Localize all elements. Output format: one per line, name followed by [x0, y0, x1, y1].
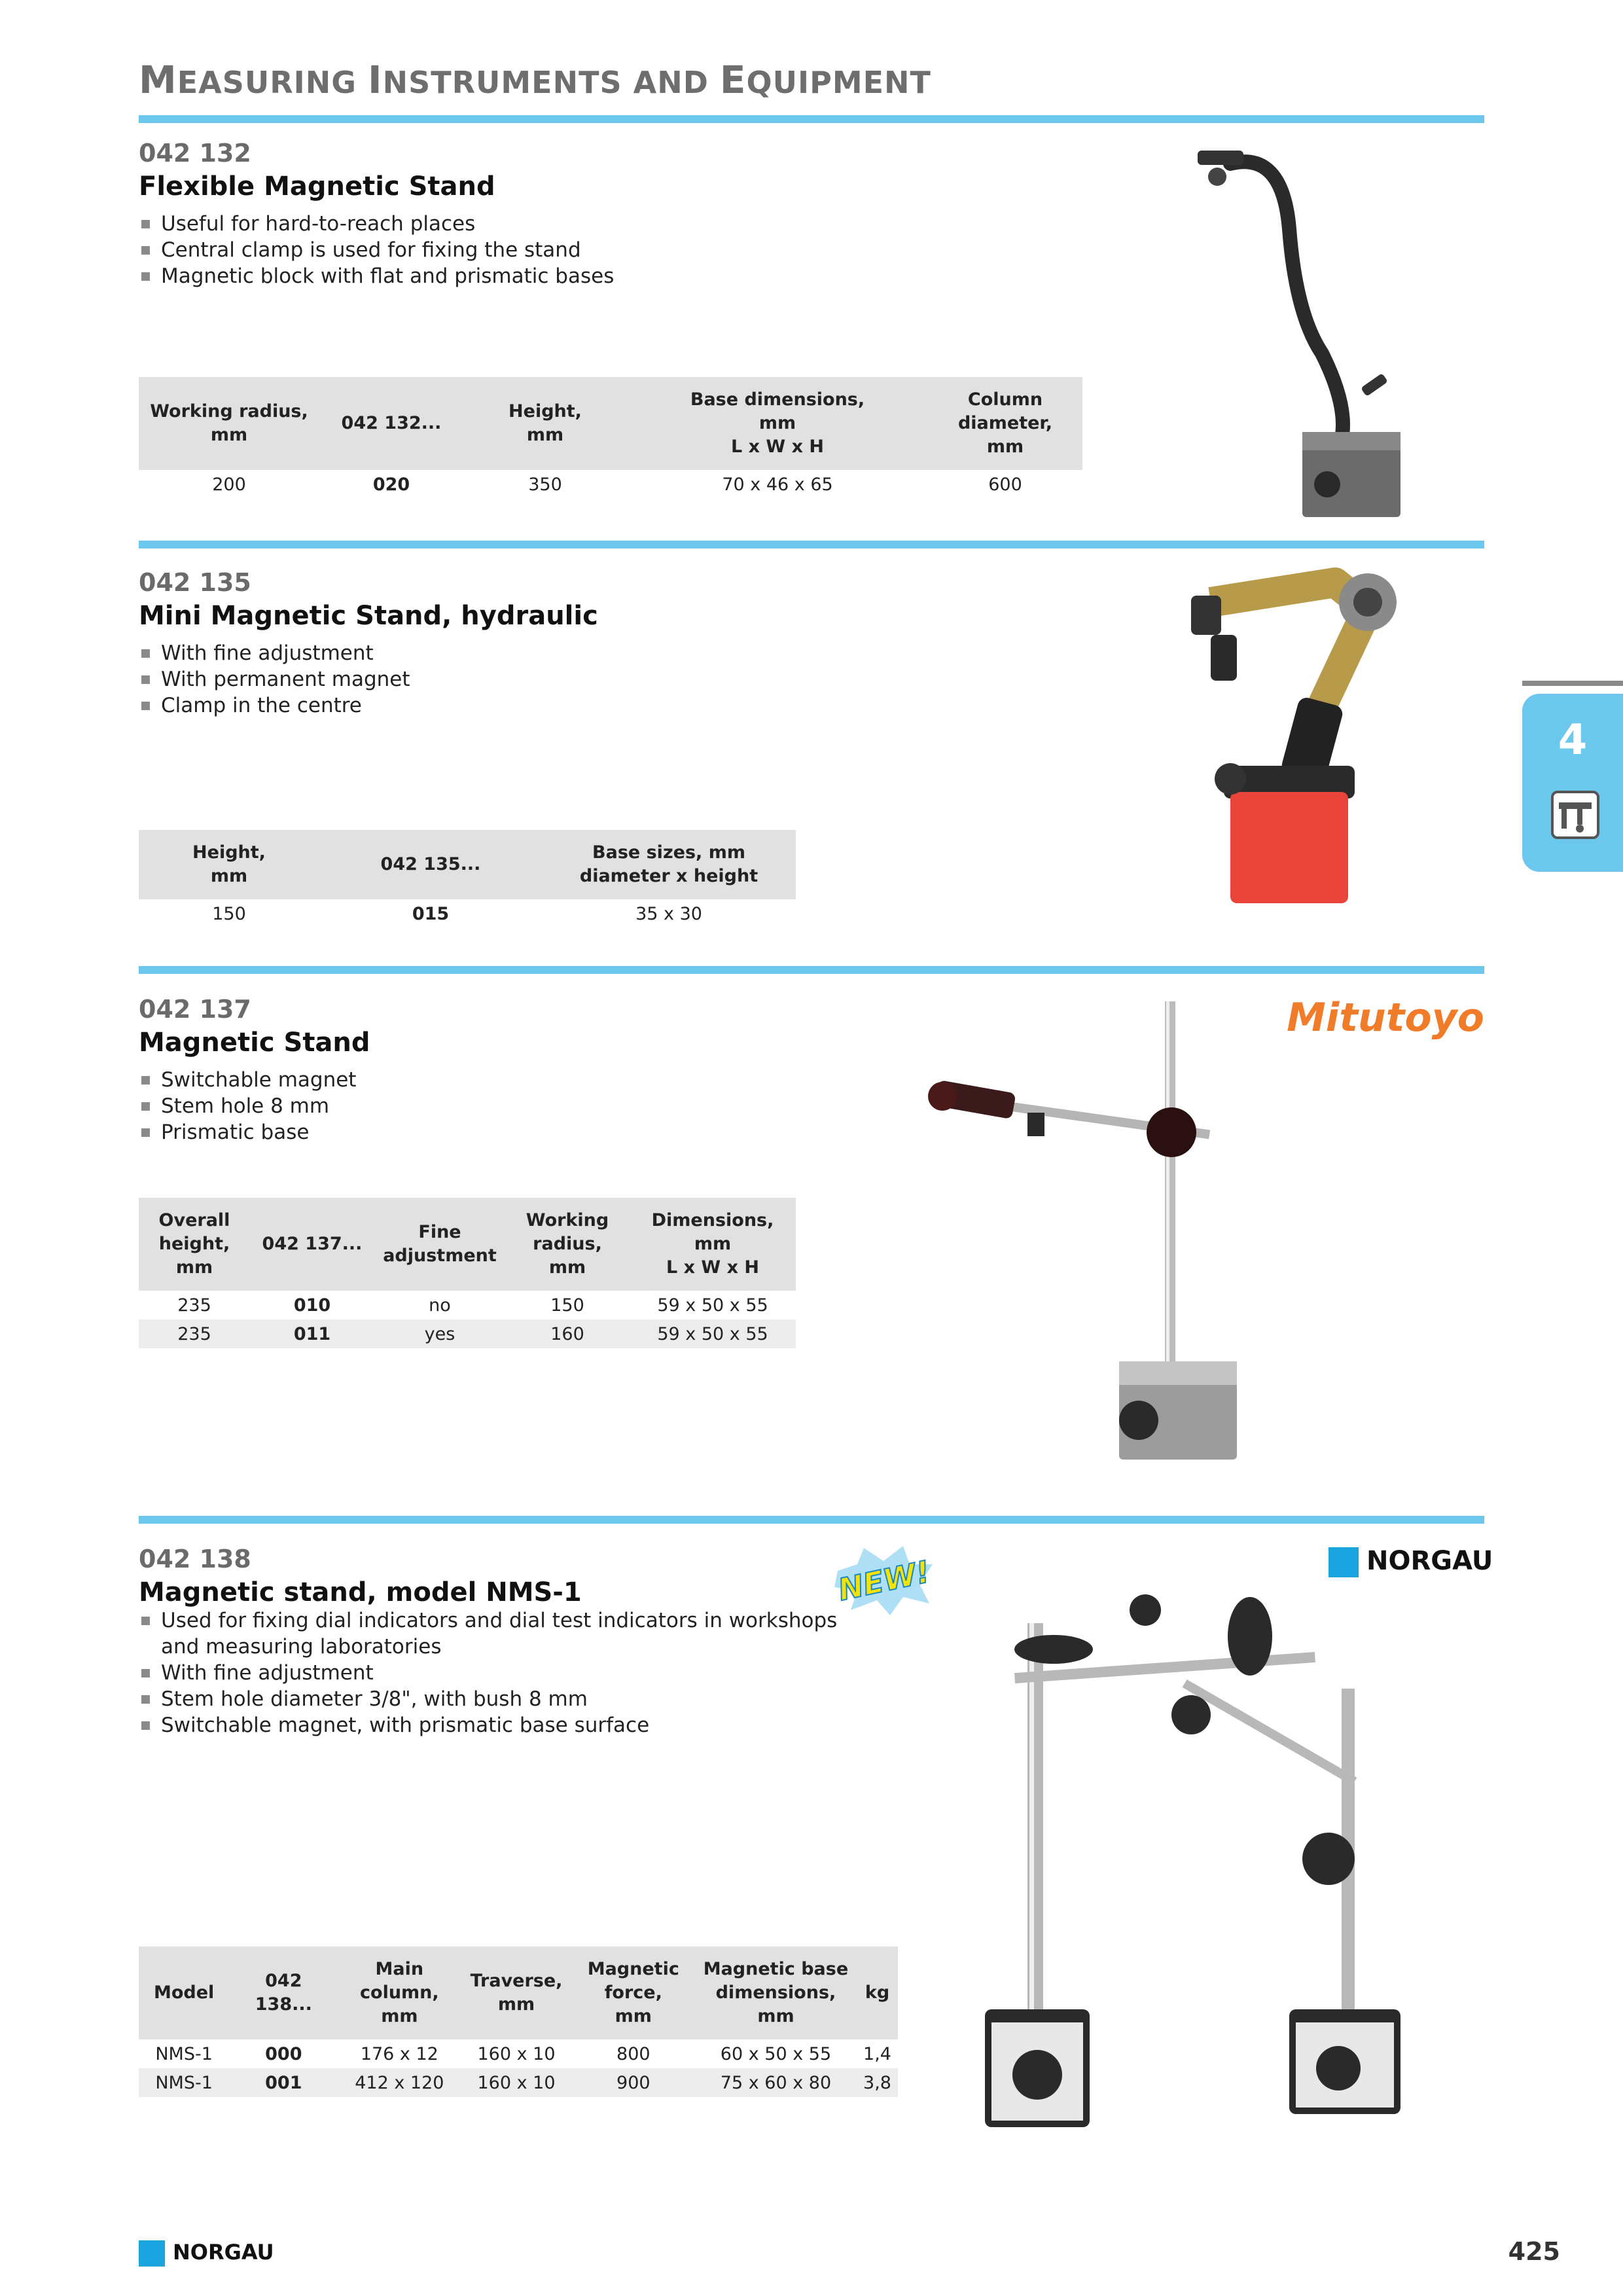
chapter-tab-line [1522, 681, 1623, 686]
feature-item: Used for fixing dial indicators and dial test indicators in workshops [139, 1607, 837, 1634]
table-cell: NMS-1 [139, 2068, 229, 2097]
table-header-cell: Model [139, 1946, 229, 2039]
table-row [139, 2068, 898, 2097]
section-divider [139, 966, 1484, 974]
table-header-row [139, 1198, 796, 1291]
table-cell: 235 [139, 1319, 250, 1348]
table-cell: 35 x 30 [635, 903, 702, 924]
table-header-cell: 042 135... [319, 830, 542, 899]
new-badge: NEW! [831, 1545, 936, 1617]
table-header-cell: 042 137... [250, 1198, 374, 1291]
table-row [139, 899, 796, 928]
product-title: Mini Magnetic Stand, hydraulic [139, 601, 598, 631]
table-header-row [139, 1946, 898, 2039]
table-cell: 235 [177, 1295, 211, 1316]
table-header-cell: Magnetic base dimensions, mm [695, 1946, 857, 2039]
feature-item: Magnetic block with flat and prismatic bases [139, 263, 614, 289]
table-cell: 3,8 [857, 2068, 898, 2097]
table-cell: 60 x 50 x 55 [720, 2043, 832, 2064]
feature-item: Stem hole 8 mm [139, 1093, 356, 1119]
table-header-cell: Base sizes, mm diameter x height [542, 830, 796, 899]
table-row [139, 1319, 796, 1348]
table-header-cell: Magnetic force, mm [572, 1946, 695, 2039]
table-header-cell: Main column, mm [338, 1946, 461, 2039]
table-cell: 412 x 120 [338, 2068, 461, 2097]
header-divider [139, 115, 1484, 123]
article-number: 042 137 [139, 995, 251, 1024]
table-row [139, 1291, 796, 1319]
table-cell: 59 x 50 x 55 [657, 1295, 768, 1316]
table-cell: 160 x 10 [461, 2068, 571, 2097]
table-header-cell: 042 132... [319, 377, 463, 470]
spec-table [139, 830, 796, 928]
feature-list [139, 1067, 356, 1145]
table-cell: 600 [988, 474, 1022, 495]
table-cell: 160 x 10 [477, 2043, 556, 2064]
caliper-icon [1551, 791, 1599, 839]
section-divider [139, 1516, 1484, 1524]
chapter-tab[interactable] [1522, 694, 1623, 872]
table-cell: 75 x 60 x 80 [695, 2068, 857, 2097]
table-cell: 800 [616, 2043, 651, 2064]
magnetic-stand-image [923, 995, 1289, 1466]
article-cell: 011 [250, 1319, 374, 1348]
feature-list [139, 211, 614, 289]
chapter-number: 4 [1558, 716, 1588, 764]
feature-item: Prismatic base [139, 1119, 356, 1145]
product-title: Flexible Magnetic Stand [139, 171, 495, 202]
spec-table [139, 377, 1082, 499]
table-cell: 350 [528, 474, 562, 495]
table-cell: 150 [212, 903, 246, 924]
table-header-cell: Dimensions, mm L x W x H [630, 1198, 796, 1291]
spec-table [139, 1198, 796, 1348]
table-cell: 1,4 [863, 2043, 891, 2064]
table-cell: no [429, 1295, 451, 1316]
table-header-cell: Column diameter, mm [928, 377, 1082, 470]
table-header-cell: Base dimensions, mm L x W x H [627, 377, 928, 470]
table-cell: 70 x 46 x 65 [722, 474, 833, 495]
table-cell: 176 x 12 [360, 2043, 438, 2064]
article-number: 042 138 [139, 1545, 251, 1573]
feature-item: Central clamp is used for fixing the stand [139, 237, 614, 263]
article-number: 042 135 [139, 568, 251, 597]
norgau-logo: NORGAU [1329, 1546, 1493, 1577]
table-header-cell: 042 138... [229, 1946, 338, 2039]
feature-item: Stem hole diameter 3/8", with bush 8 mm [139, 1686, 837, 1712]
product-title: Magnetic Stand [139, 1028, 370, 1058]
table-cell: NMS-1 [155, 2043, 213, 2064]
article-cell: 015 [412, 903, 450, 924]
table-cell: 150 [550, 1295, 584, 1316]
section-divider [139, 541, 1484, 548]
flexible-magnetic-stand-image [1178, 131, 1453, 524]
feature-item: With permanent magnet [139, 666, 410, 692]
product-title: Magnetic stand, model NMS-1 [139, 1577, 582, 1607]
article-number: 042 132 [139, 139, 251, 168]
feature-list [139, 640, 410, 719]
article-cell: 010 [293, 1295, 331, 1316]
footer-brand: NORGAU [139, 2240, 274, 2267]
feature-list [139, 1607, 837, 1738]
feature-item: Clamp in the centre [139, 692, 410, 719]
table-cell: 160 [505, 1319, 630, 1348]
page-number: 425 [1508, 2237, 1560, 2266]
feature-item-continued: and measuring laboratories [161, 1635, 442, 1659]
table-row [139, 470, 1082, 499]
table-header-cell: Height, mm [463, 377, 627, 470]
table-header-row [139, 830, 796, 899]
table-header-cell: Working radius, mm [505, 1198, 630, 1291]
table-header-cell: Height, mm [139, 830, 319, 899]
table-cell: 200 [212, 474, 246, 495]
feature-item: With fine adjustment [139, 640, 410, 666]
feature-item: With fine adjustment [139, 1660, 837, 1686]
table-row [139, 2039, 898, 2068]
table-header-cell: Fine adjustment [374, 1198, 505, 1291]
table-header-cell: Traverse, mm [461, 1946, 571, 2039]
feature-item: Switchable magnet [139, 1067, 356, 1093]
table-cell: yes [374, 1319, 505, 1348]
table-cell: 900 [572, 2068, 695, 2097]
table-header-row [139, 377, 1082, 470]
nms1-stands-image [975, 1571, 1459, 2147]
mitutoyo-logo: Mitutoyo [1287, 995, 1484, 1041]
article-cell: 001 [229, 2068, 338, 2097]
feature-item: Switchable magnet, with prismatic base surface [139, 1712, 837, 1738]
mini-hydraulic-stand-image [1171, 563, 1446, 916]
table-header-cell: kg [857, 1946, 898, 2039]
page-title: MEASURING INSTRUMENTS AND EQUIPMENT [139, 58, 931, 102]
table-header-cell: Working radius, mm [139, 377, 319, 470]
norgau-square-icon [139, 2240, 165, 2267]
table-cell: 59 x 50 x 55 [630, 1319, 796, 1348]
table-header-cell: Overall height, mm [139, 1198, 250, 1291]
feature-item: Useful for hard-to-reach places [139, 211, 614, 237]
article-cell: 000 [265, 2043, 302, 2064]
spec-table [139, 1946, 898, 2097]
article-cell: 020 [372, 474, 410, 495]
